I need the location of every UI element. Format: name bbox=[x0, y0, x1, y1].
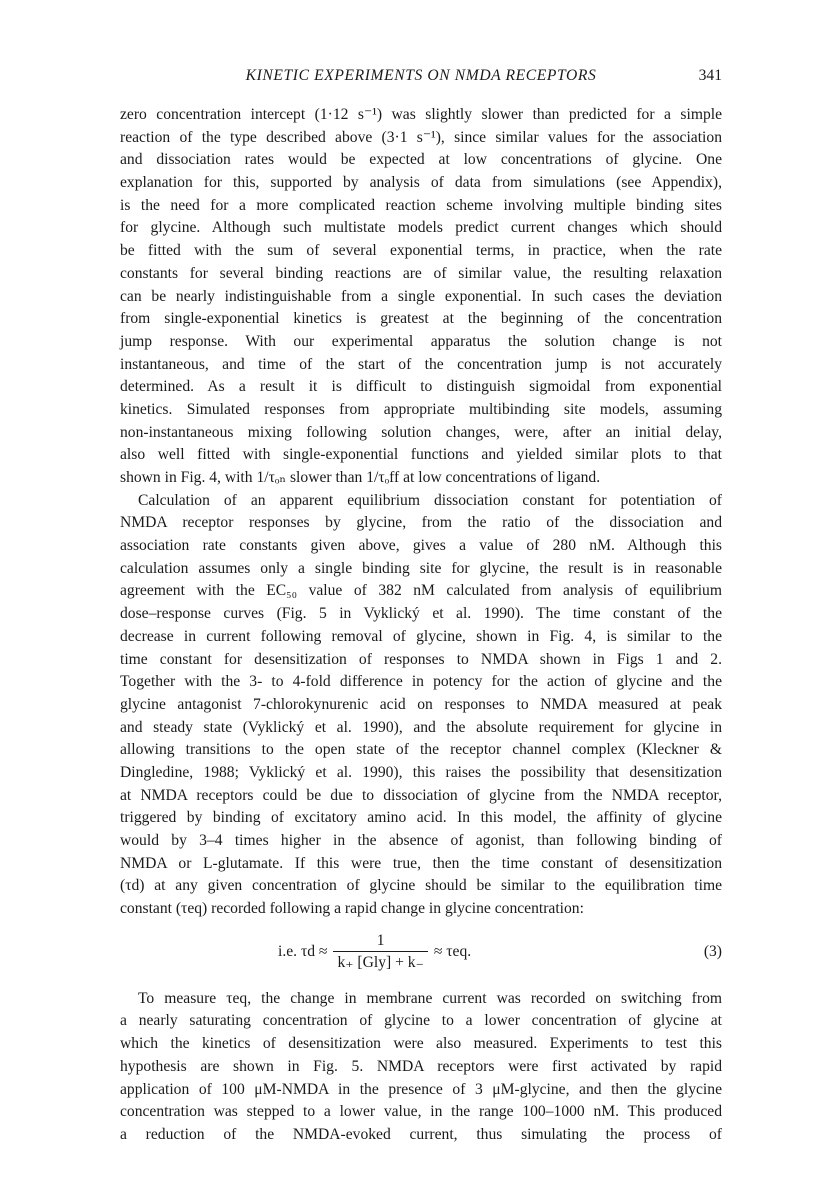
text-line: To measure τeq, the change in membrane current was recorded on switching from bbox=[138, 989, 722, 1007]
equation-fraction bbox=[333, 931, 427, 974]
text-line: glycine antagonist 7-chlorokynurenic acid on responses to NMDA measured at peak bbox=[120, 695, 722, 713]
text-line: shown in Fig. 4, with 1/τₒₙ slower than 1/τₒff at low concentrations of ligand. bbox=[120, 469, 601, 486]
text-line: constants for several binding reactions are of similar value, the resulting relaxation bbox=[120, 264, 722, 282]
text-line: triggered by binding of excitatory amino acid. In this model, the affinity of glycine bbox=[120, 809, 722, 827]
equation-body bbox=[278, 931, 471, 974]
text-line: (τd) at any given concentration of glycine should be similar to the equilibration time bbox=[120, 877, 722, 895]
equation-denominator: k₊ [Gly] + k₋ bbox=[337, 953, 424, 971]
text-line: non-instantaneous mixing following solution changes, were, after an initial delay, bbox=[120, 423, 722, 441]
text-line: would by 3–4 times higher in the absence of agonist, than following binding of bbox=[120, 832, 722, 849]
paragraph-3 bbox=[120, 988, 722, 1147]
text-line: Dingledine, 1988; Vyklický et al. 1990), this raises the possibility that desensitization bbox=[120, 763, 722, 781]
text-line: explanation for this, supported by analysis of data from simulations (see Appendix), bbox=[120, 174, 722, 192]
text-line: also well fitted with single-exponential functions and yielded similar plots to that bbox=[120, 446, 722, 464]
text-line: NMDA receptor responses by glycine, from the ratio of the dissociation and bbox=[120, 514, 722, 532]
text-line: for glycine. Although such multistate models predict current changes which should bbox=[120, 219, 722, 237]
text-line: time constant for desensitization of responses to NMDA shown in Figs 1 and 2. bbox=[120, 650, 722, 668]
text-line: from single-exponential kinetics is greatest at the beginning of the concentration bbox=[120, 310, 722, 328]
text-line: calculation assumes only a single binding site for glycine, the result is in reasonable bbox=[120, 559, 722, 577]
text-line: kinetics. Simulated responses from appropriate multibinding site models, assuming bbox=[120, 400, 722, 418]
text-line: Calculation of an apparent equilibrium dissociation constant for potentiation of bbox=[138, 491, 722, 509]
text-line: which the kinetics of desensitization were also measured. Experiments to test this bbox=[120, 1035, 722, 1053]
text-line: at NMDA receptors could be due to dissociation of glycine from the NMDA receptor, bbox=[120, 786, 722, 804]
text-line: Together with the 3- to 4-fold difference in potency for the action of glycine and the bbox=[120, 673, 722, 691]
equation-3 bbox=[120, 925, 722, 982]
text-line: a nearly saturating concentration of glycine to a lower concentration of glycine at bbox=[120, 1012, 722, 1030]
text-line: jump response. With our experimental apparatus the solution change is not bbox=[120, 332, 722, 350]
page-header bbox=[120, 67, 722, 91]
text-line: hypothesis are shown in Fig. 5. NMDA receptors were first activated by rapid bbox=[120, 1057, 722, 1075]
equation-number: (3) bbox=[703, 942, 722, 960]
equation-prefix: i.e. τd ≈ bbox=[278, 943, 328, 961]
running-title: KINETIC EXPERIMENTS ON NMDA RECEPTORS bbox=[245, 67, 597, 84]
paragraph-1 bbox=[120, 104, 722, 490]
text-line: be fitted with the sum of several exponential terms, in practice, when the rate bbox=[120, 242, 722, 260]
text-line: constant (τeq) recorded following a rapid change in glycine concentration: bbox=[120, 900, 584, 918]
text-line: reaction of the type described above (3·1 s⁻¹), since similar values for the association bbox=[120, 128, 722, 146]
article-body bbox=[120, 104, 722, 1147]
text-line: allowing transitions to the open state of the receptor channel complex (Kleckner & bbox=[120, 741, 722, 759]
text-line: determined. As a result it is difficult to distinguish sigmoidal from exponential bbox=[120, 378, 722, 396]
text-line: dose–response curves (Fig. 5 in Vyklický et al. 1990). The time constant of the bbox=[120, 605, 722, 623]
paragraph-2 bbox=[120, 490, 722, 921]
text-line: association rate constants given above, gives a value of 280 nM. Although this bbox=[120, 537, 722, 555]
text-line: agreement with the EC₅₀ value of 382 nM calculated from analysis of equilibrium bbox=[120, 582, 722, 600]
text-line: can be nearly indistinguishable from a single exponential. In such cases the deviation bbox=[120, 287, 722, 305]
text-line: instantaneous, and time of the start of the concentration jump is not accurately bbox=[120, 355, 722, 373]
text-line: decrease in current following removal of glycine, shown in Fig. 4, is similar to the bbox=[120, 627, 722, 645]
page-number: 341 bbox=[698, 67, 722, 84]
text-line: a reduction of the NMDA-evoked current, thus simulating the process of bbox=[120, 1125, 722, 1143]
text-line: application of 100 μM-NMDA in the presence of 3 μM-glycine, and then the glycine bbox=[120, 1080, 722, 1098]
equation-numerator: 1 bbox=[376, 931, 385, 949]
equation-suffix: ≈ τeq. bbox=[433, 943, 472, 961]
text-line: and steady state (Vyklický et al. 1990), and the absolute requirement for glycine in bbox=[120, 718, 722, 736]
text-line: concentration was stepped to a lower value, in the range 100–1000 nM. This produced bbox=[120, 1103, 722, 1121]
text-line: and dissociation rates would be expected at low concentrations of glycine. One bbox=[120, 151, 722, 169]
text-line: is the need for a more complicated reaction scheme involving multiple binding sites bbox=[120, 196, 722, 214]
text-line: NMDA or L-glutamate. If this were true, then the time constant of desensitization bbox=[120, 854, 722, 872]
text-line: zero concentration intercept (1·12 s⁻¹) was slightly slower than predicted for a simple bbox=[120, 106, 722, 123]
